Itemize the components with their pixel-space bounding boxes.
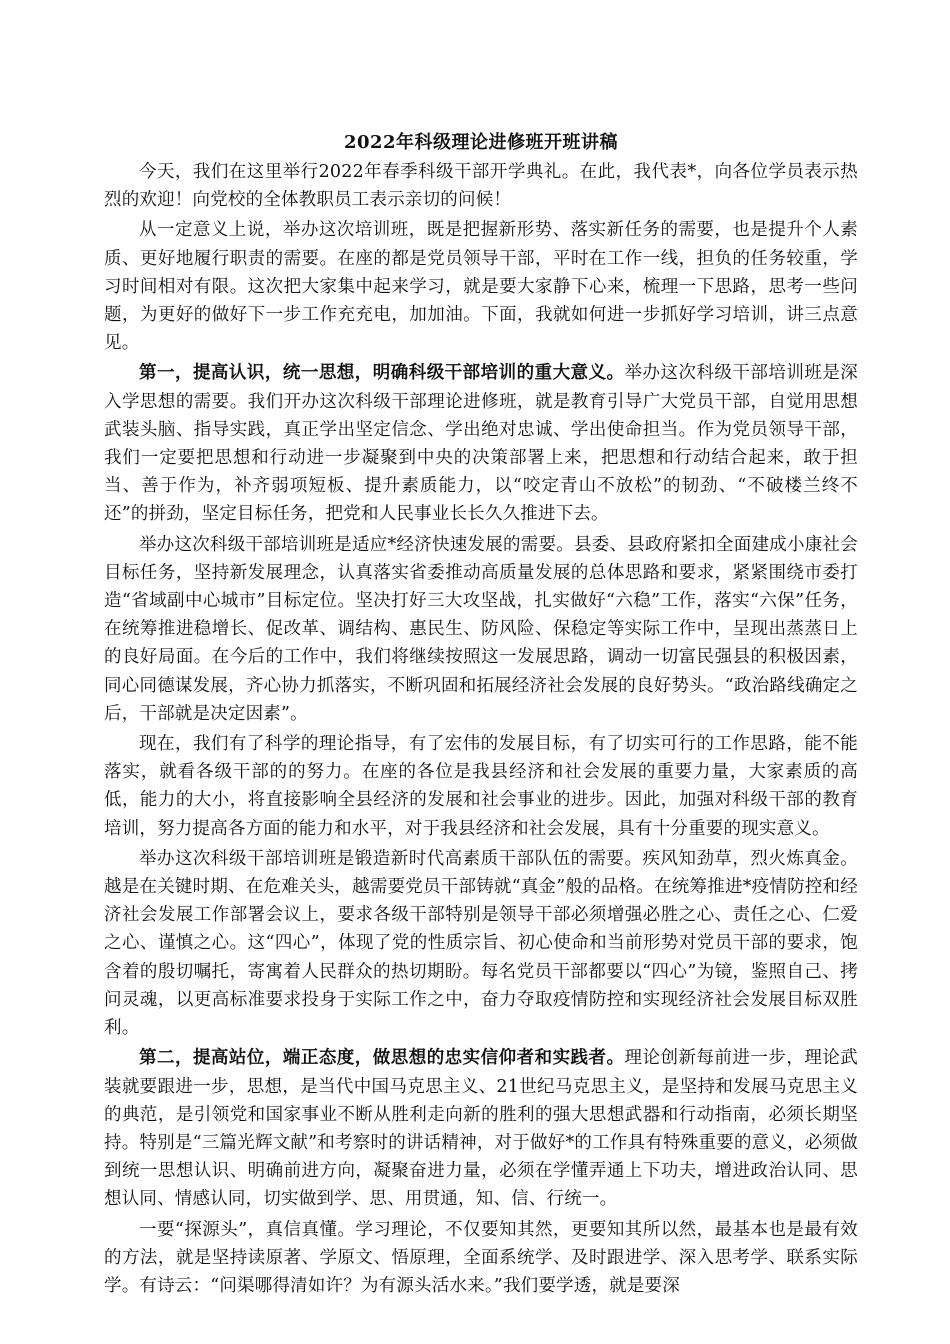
paragraph-text: 理论创新每前进一步，理论武装就要跟进一步，思想，是当代中国马克思主义、21世纪马克思主义，是坚持和发展马克思主义的典范，是引领党和国家事业不断从胜利走向新的胜利的强大思想武器和行动指南，必须长期坚持。特别是“三篇光辉文献”和考察时的讲话精神，对于做好*的工作具有特殊重要的意义，必须做到统一思想认识、明确前进方向，凝聚奋进力量，必须在学懂弄通上下功夫，增进政治认同、思想认同、情感认同，切实做到学、思、用贯通，知、信、行统一。: [104, 1048, 858, 1210]
document-title: 2022年科级理论进修班开班讲稿: [343, 132, 619, 153]
paragraph-5: [104, 730, 858, 843]
paragraph-2: [104, 216, 858, 357]
paragraph-text: 从一定意义上说，举办这次培训班，既是把握新形势、落实新任务的需要，也是提升个人素质、更好地履行职责的需要。在座的都是党员领导干部，平时在工作一线，担负的任务较重，学习时间相对有限。这次把大家集中起来学习，就是要大家静下心来，梳理一下思路，思考一些问题，为更好的做好下一步工作充充电，加加油。下面，我就如何进一步抓好学习培训，讲三点意见。: [104, 220, 858, 354]
paragraph-6: [104, 845, 858, 1042]
paragraph-1: [104, 158, 858, 214]
paragraph-4: [104, 531, 858, 728]
paragraph-text: 举办这次科级干部培训班是深入学思想的需要。我们开办这次科级干部理论进修班，就是教育引导广大党员干部，自觉用思想武装头脑、指导实践，真正学出坚定信念、学出绝对忠诚、学出使命担当。作为党员领导干部，我们一定要把思想和行动进一步凝聚到中央的决策部署上来，把思想和行动结合起来，敢于担当、善于作为，补齐弱项短板、提升素质能力，以“咬定青山不放松”的韧劲、“不破楼兰终不还”的拼劲，坚定目标任务，把党和人民事业长长久久推进下去。: [104, 363, 858, 525]
paragraph-text: 今天，我们在这里举行2022年春季科级干部开学典礼。在此，我代表*，向各位学员表示热烈的欢迎！向党校的全体教职员工表示亲切的问候！: [104, 162, 858, 211]
paragraph-text: 一要“探源头”，真信真懂。学习理论，不仅要知其然，更要知其所以然，最基本也是最有效的方法，就是坚持读原著、学原文、悟原理，全面系统学、及时跟进学、深入思考学、联系实际学。有诗云：“问渠哪得清如许？为有源头活水来。”我们要学透，就是要深: [104, 1219, 858, 1296]
paragraph-text: 举办这次科级干部培训班是锻造新时代高素质干部队伍的需要。疾风知劲草，烈火炼真金。越是在关键时期、在危难关头，越需要党员干部铸就“真金”般的品格。在统筹推进*疫情防控和经济社会发展工作部署会议上，要求各级干部特别是领导干部必须增强必胜之心、责任之心、仁爱之心、谨慎之心。这“四心”，体现了党的性质宗旨、初心使命和当前形势对党员干部的要求，饱含着的殷切嘱托，寄寓着人民群众的热切期盼。每名党员干部都要以“四心”为镜，鉴照自己、拷问灵魂，以更高标准要求投身于实际工作之中，奋力夺取疫情防控和实现经济社会发展目标双胜利。: [104, 848, 858, 1039]
paragraph-3: [104, 359, 858, 528]
paragraph-text: 举办这次科级干部培训班是适应*经济快速发展的需要。县委、县政府紧扣全面建成小康社会目标任务，坚持新发展理念，认真落实省委推动高质量发展的总体思路和要求，紧紧围绕市委打造“省域副中心城市”目标定位。坚决打好三大攻坚战，扎实做好“六稳”工作，落实“六保”任务，在统筹推进稳增长、促改革、调结构、惠民生、防风险、保稳定等实际工作中，呈现出蒸蒸日上的良好局面。在今后的工作中，我们将继续按照这一发展思路，调动一切富民强县的积极因素，同心同德谋发展，齐心协力抓落实，不断巩固和拓展经济社会发展的良好势头。“政治路线确定之后，干部就是决定因素”。: [104, 534, 858, 724]
paragraph-text: 现在，我们有了科学的理论指导，有了宏伟的发展目标，有了切实可行的工作思路，能不能落实，就看各级干部的的努力。在座的各位是我县经济和社会发展的重要力量，大家素质的高低，能力的大小，将直接影响全县经济的发展和社会事业的进步。因此，加强对科级干部的教育培训，努力提高各方面的能力和水平，对于我县经济和社会发展，具有十分重要的现实意义。: [104, 734, 858, 839]
paragraph-lead: 第一，提高认识，统一思想，明确科级干部培训的重大意义。: [139, 363, 625, 384]
paragraph-7: [104, 1044, 858, 1213]
paragraph-8: [104, 1216, 858, 1301]
paragraph-lead: 第二，提高站位，端正态度，做思想的忠实信仰者和实践者。: [139, 1048, 625, 1069]
